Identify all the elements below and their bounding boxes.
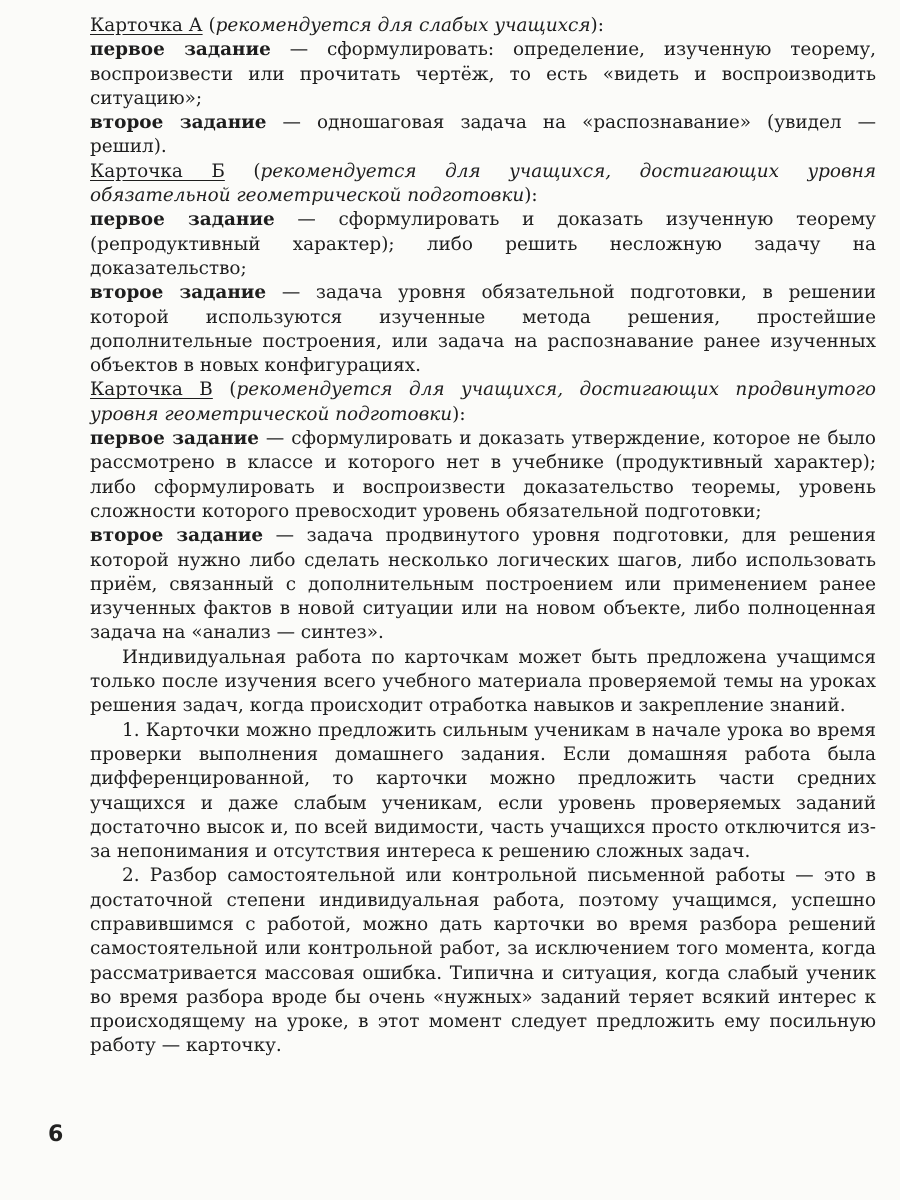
card-b-note: рекомендуется для учащихся, достигающих уровня обязательной геометрической подготовки — [90, 160, 876, 207]
card-b-task-2 — [90, 281, 876, 378]
card-v-task-2-label: второе задание — [90, 525, 264, 547]
paragraph-item-1: 1. Карточки можно предложить сильным ученикам в начале урока во время проверки выполнения домашнего задания. Если домашняя работа была дифференцированной, то карточки можно предложить части средних учащихся и даже слабым ученикам, если уровень проверяемых заданий достаточно высок и, по всей видимости, часть учащихся просто отключится из-за непонимания и отсутствия интереса к решению сложных задач. — [90, 719, 876, 863]
card-v-task-1-text: — сформулировать и доказать утверждение, которое не было рассмотрено в классе и которого нет в учебнике (продуктивный характер); либо сформулировать и воспроизвести доказательство теоремы, уровень сложности которого превосходит уровень обязательной подготовки; — [90, 428, 876, 522]
card-b-task-1-label: первое задание — [90, 209, 275, 231]
card-b-task-2-label: второе задание — [90, 282, 267, 304]
card-v-title: Карточка В — [90, 379, 213, 401]
card-a-task-1-text: — сформулировать: определение, изученную теорему, воспроизвести или прочитать чертёж, то есть «видеть и воспроизводить ситуацию»; — [90, 39, 876, 109]
card-b-task-2-text: — задача уровня обязательной подготовки, в решении которой используются изученные метода решения, простейшие дополнительные построения, или задача на распознавание ранее изученных объектов в новых конфигурациях. — [90, 282, 876, 377]
card-a-note: рекомендуется для слабых учащихся — [215, 15, 591, 36]
paragraph-item-2: 2. Разбор самостоятельной или контрольной письменной работы — это в достаточной степени индивидуальная работа, поэтому учащимся, успешно справившимся с работой, можно дать карточки во время разбора решений самостоятельной или контрольной работ, за исключением того момента, когда рассматривается массовая ошибка. Типична и ситуация, когда слабый ученик во время разбора вроде бы очень «нужных» заданий теряет всякий интерес к происходящему на уроке, в этот момент следует предложить ему посильную работу — карточку. — [90, 865, 876, 1057]
card-b-task-1-text: — сформулировать и доказать изученную теорему (репродуктивный характер); либо решить несложную задачу на доказательство; — [90, 209, 877, 279]
card-a-task-1-label: первое задание — [90, 39, 271, 61]
card-a-note-close: ): — [590, 15, 604, 36]
card-a-title: Карточка А — [90, 15, 203, 36]
card-b-note-open: ( — [224, 160, 261, 182]
card-v-task-2 — [90, 524, 876, 645]
card-b-task-1 — [90, 208, 876, 281]
card-a-task-2-label: второе задание — [90, 112, 267, 134]
card-v-task-1 — [90, 427, 876, 524]
card-v-note-open: ( — [212, 379, 237, 401]
card-b-note-close: ): — [524, 185, 538, 207]
card-v-task-2-text: — задача продвинутого уровня подготовки, для решения которой нужно либо сделать несколько логических шагов, либо использовать приём, связанный с дополнительным построением или применением ранее изученных фактов в новой ситуации или на новом объекте, либо полноценная задача на «анализ — синтез». — [90, 525, 876, 644]
card-a-heading — [90, 14, 876, 38]
paragraph-intro: Индивидуальная работа по карточкам может быть предложена учащимся только после изучения всего учебного материала проверяемой темы на уроках решения задач, когда происходит отработка навыков и закрепление знаний. — [90, 646, 876, 717]
card-v-task-1-label: первое задание — [90, 428, 259, 450]
page-number: 6 — [48, 1122, 64, 1147]
card-v-heading — [90, 378, 876, 427]
card-a-task-2 — [90, 111, 876, 160]
card-b-title: Карточка Б — [90, 160, 225, 182]
card-v-note-close: ): — [452, 403, 466, 425]
card-a-note-open: ( — [202, 15, 216, 36]
card-v-note: рекомендуется для учащихся, достигающих продвинутого уровня геометрической подготовки — [90, 379, 876, 425]
card-a-task-2-text: — одношаговая задача на «распознавание» (увидел — решил). — [90, 112, 876, 158]
page-body — [90, 14, 876, 1059]
card-b-heading — [90, 160, 876, 209]
card-a-task-1 — [90, 38, 876, 111]
